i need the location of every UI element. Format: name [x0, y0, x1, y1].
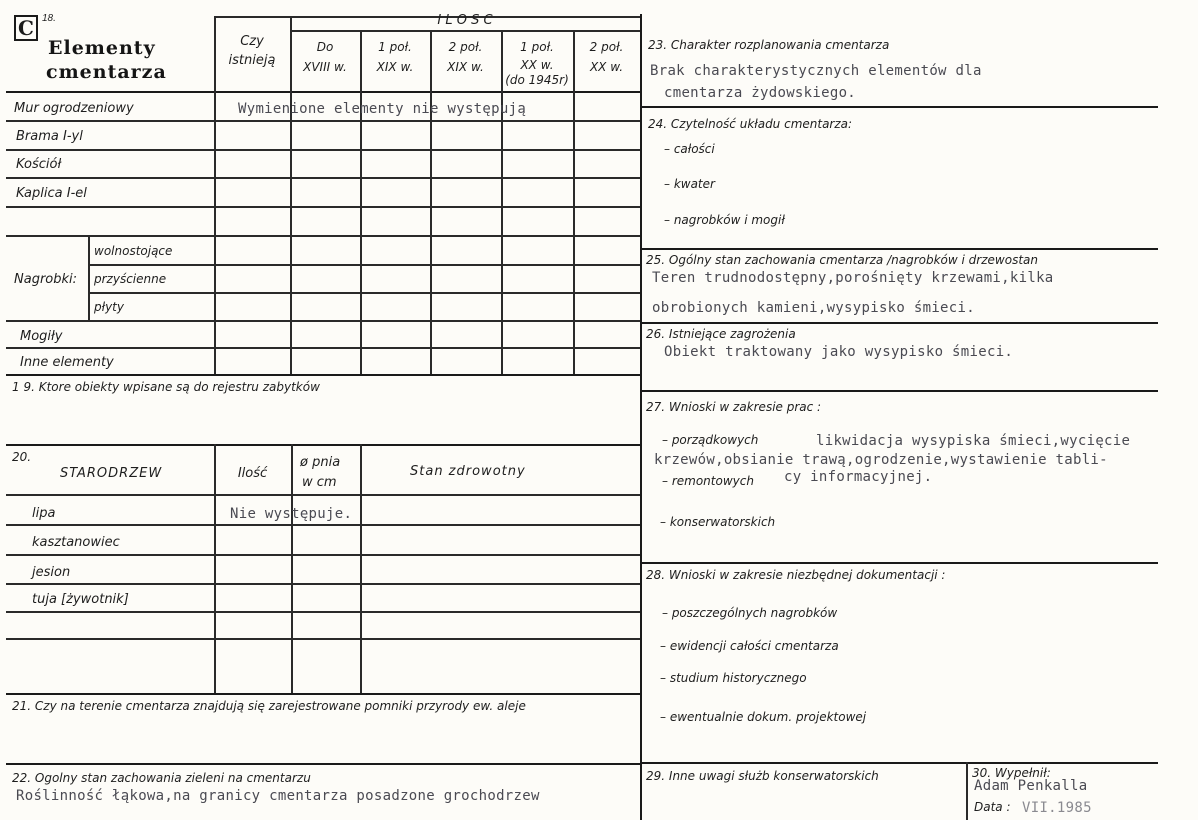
s27-item-porzadkowych: – porządkowych [662, 433, 759, 447]
rule [6, 235, 640, 237]
s20-stan: Stan zdrowotny [410, 464, 526, 479]
col-1pol-xx-2: XX w. [520, 58, 554, 72]
s22-label: 22. Ogolny stan zachowania zieleni na cmentarzu [12, 771, 311, 785]
s25-label: 25. Ogólny stan zachowania cmentarza /nagrobków i drzewostan [646, 253, 1038, 267]
rule [88, 264, 640, 266]
s24-item-calosci: – całości [664, 142, 715, 156]
rule [430, 30, 432, 374]
s24-item-kwater: – kwater [664, 177, 715, 191]
s20-starodrzew: STARODRZEW [60, 466, 163, 481]
rule [6, 120, 640, 122]
s26-typed: Obiekt traktowany jako wysypisko śmieci. [664, 344, 1014, 360]
rule [640, 14, 642, 820]
s27-label: 27. Wnioski w zakresie prac : [646, 400, 822, 414]
col-1pol-xix-2: XIX w. [376, 60, 414, 74]
s25-typed-2: obrobionych kamieni,wysypisko śmieci. [652, 300, 975, 316]
rule [6, 374, 640, 376]
rule [640, 248, 1158, 250]
rule [966, 762, 968, 820]
row-kaplica: Kaplica I-el [16, 186, 87, 201]
rule [640, 322, 1158, 324]
rule [88, 235, 90, 320]
s19-label: 1 9. Ktore obiekty wpisane są do rejestru zabytków [12, 380, 320, 394]
row-brama: Brama I-yl [16, 129, 83, 144]
section-title-line1: Elementy [48, 37, 156, 59]
row-inne: Inne elementy [20, 355, 114, 370]
rule [360, 30, 362, 374]
s24-label: 24. Czytelność układu cmentarza: [648, 117, 853, 131]
s23-typed-2: cmentarza żydowskiego. [664, 85, 857, 101]
tree-lipa: lipa [32, 506, 56, 521]
col-czy-istnieja-2: istnieją [228, 53, 276, 68]
s21-label: 21. Czy na terenie cmentarza znajdują się zarejestrowane pomniki przyrody ew. aleje [12, 699, 526, 713]
rule [6, 763, 640, 765]
col-1pol-xix-1: 1 poł. [378, 40, 412, 54]
row-kosciol: Kościół [16, 157, 62, 172]
rule [6, 347, 640, 349]
rule [6, 320, 640, 322]
rule [6, 524, 640, 526]
rule [214, 444, 216, 693]
tree-kasztanowiec: kasztanowiec [32, 535, 120, 550]
col-ilosc: I L O S C [437, 13, 493, 28]
s23-label: 23. Charakter rozplanowania cmentarza [648, 38, 890, 52]
s27-typed-2: krzewów,obsianie trawą,ogrodzenie,wystawienie tabli- [654, 452, 1108, 468]
s22-typed: Roślinność łąkowa,na granicy cmentarza posadzone grochodrzew [16, 788, 540, 804]
s28-label: 28. Wnioski w zakresie niezbędnej dokumentacji : [646, 568, 946, 582]
s25-typed-1: Teren trudnodostępny,porośnięty krzewami,kilka [652, 270, 1054, 286]
row-mogily: Mogiły [20, 329, 63, 344]
s27-typed-1: likwidacja wysypiska śmieci,wycięcie [816, 433, 1131, 449]
s27-item-konserwatorskich: – konserwatorskich [660, 515, 776, 529]
rule [6, 206, 640, 208]
col-xviii-2: XVIII w. [303, 60, 347, 74]
s30-name: Adam Penkalla [974, 778, 1088, 794]
rule [6, 91, 640, 93]
rule [291, 444, 293, 693]
s20-pnia-2: w cm [302, 475, 337, 490]
col-czy-istnieja-1: Czy [240, 34, 264, 49]
s20-ilosc: Ilość [237, 466, 268, 481]
s27-item-remontowych: – remontowych [662, 474, 754, 488]
rule [6, 444, 640, 446]
col-xviii-1: Do [316, 40, 334, 54]
row-plyty: płyty [94, 300, 124, 314]
s30-data-label: Data : [974, 800, 1011, 814]
tree-tuja: tuja [żywotnik] [32, 592, 129, 607]
s28-item-1: – poszczególnych nagrobków [662, 606, 838, 620]
s28-item-2: – ewidencji całości cmentarza [660, 639, 839, 653]
rule [640, 562, 1158, 564]
rule [640, 762, 1158, 764]
s28-item-3: – studium historycznego [660, 671, 807, 685]
s29-label: 29. Inne uwagi służb konserwatorskich [646, 769, 879, 783]
tree-jesion: jesion [32, 565, 71, 580]
typed-lipa: Nie występuje. [230, 506, 353, 522]
section-letter: C [14, 15, 38, 41]
row-wolnostojace: wolnostojące [94, 244, 173, 258]
s20-number: 20. [12, 450, 32, 464]
rule [640, 390, 1158, 392]
s23-typed-1: Brak charakterystycznych elementów dla [650, 63, 982, 79]
rule [640, 106, 1158, 108]
s27-typed-3: cy informacyjnej. [784, 469, 933, 485]
s28-item-4: – ewentualnie dokum. projektowej [660, 710, 867, 724]
s30-date: VII.1985 [1022, 800, 1092, 816]
rule [6, 693, 640, 695]
rule [6, 638, 640, 640]
row-przyscienne: przyścienne [94, 272, 167, 286]
rule [6, 611, 640, 613]
rule [573, 30, 575, 374]
section-number: 18. [42, 13, 56, 24]
rule [6, 494, 640, 496]
rule [88, 292, 640, 294]
rule [290, 30, 640, 32]
rule [6, 177, 640, 179]
col-2pol-xx-2: XX w. [589, 60, 624, 74]
row-nagrobki: Nagrobki: [14, 272, 78, 287]
s30-label: 30. Wypełnił: [972, 766, 1051, 780]
col-1pol-xx-1: 1 poł. [520, 40, 554, 54]
typed-elements-absent: Wymienione elementy nie występują [238, 101, 527, 117]
rule [6, 554, 640, 556]
s26-label: 26. Istniejące zagrożenia [646, 327, 796, 341]
col-2pol-xx-1: 2 poł. [589, 40, 624, 54]
rule [214, 16, 216, 374]
section-title-line2: cmentarza [46, 61, 167, 83]
row-mur: Mur ogrodzeniowy [14, 101, 134, 116]
rule [6, 583, 640, 585]
col-2pol-xix-2: XIX w. [447, 60, 484, 74]
rule [6, 149, 640, 151]
s20-pnia-1: ø pnia [300, 455, 341, 470]
s24-item-nagrobkow: – nagrobków i mogił [664, 213, 785, 227]
rule [360, 444, 362, 693]
col-2pol-xix-1: 2 poł. [448, 40, 483, 54]
col-1pol-xx-3: (do 1945r) [505, 73, 569, 87]
